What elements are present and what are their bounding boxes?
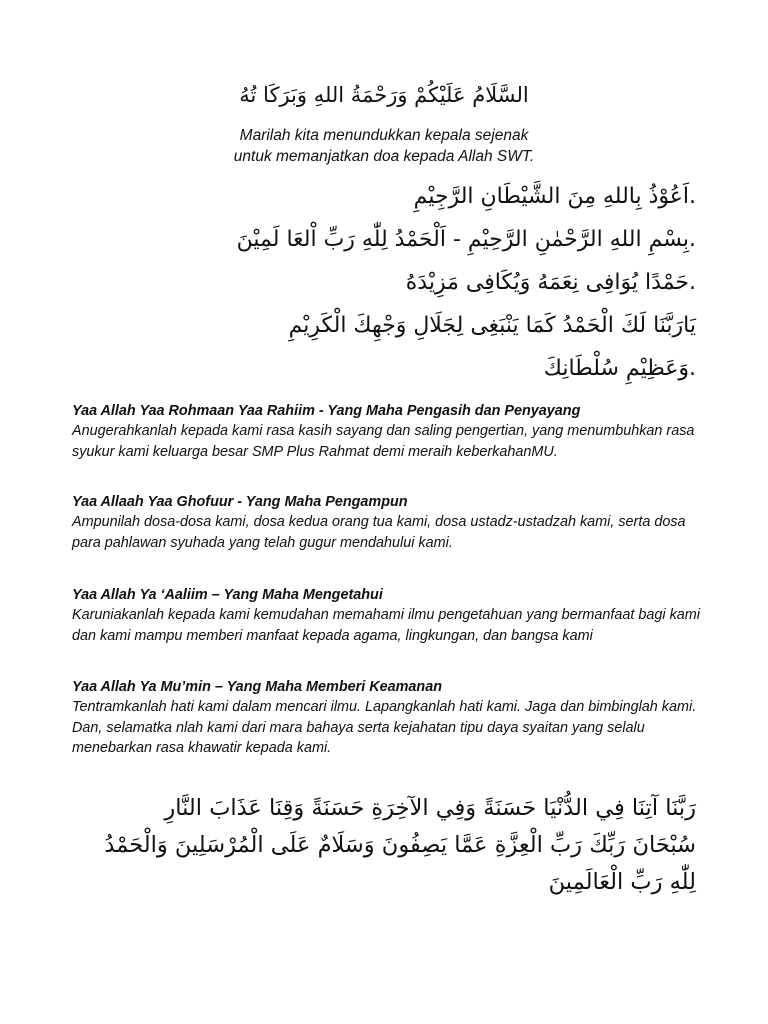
prayer-body: Ampunilah dosa-dosa kami, dosa kedua orang tua kami, dosa ustadz-ustadzah kami, serta dosa para pahlawan syuhada yang telah gugur mendahului kami. [72,514,686,551]
intro-line-2: untuk memanjatkan doa kepada Allah SWT. [233,148,535,165]
prayer-body: Tentramkanlah hati kami dalam mencari ilmu. Lapangkanlah hati kami. Jaga dan bimbinglah kami. Dan, selamatka nlah kami dari mara bahaya serta kejahatan tipu daya syaitan yang selalu menebarkan rasa khawatir kepada kami. [72,699,697,757]
intro-text [150,125,618,167]
prayer-rohmaan [72,401,712,462]
prayer-aaliim [72,585,712,646]
taawudz-line: .اَعُوْذُ بِاللهِ مِنَ الشَّيْطَانِ الرَّجِيْمِ [413,184,696,209]
prayer-mumin [72,677,712,759]
waazhimi-line: .وَعَظِيْمِ سُلْطَانِكَ [543,356,696,381]
prayer-title: Yaa Allah Yaa Rohmaan Yaa Rahiim - Yang Maha Pengasih dan Penyayang [72,403,581,419]
prayer-body: Karuniakanlah kepada kami kemudahan memahami ilmu pengetahuan yang bermanfaat bagi kami dan kami mampu memberi manfaat kepada agama, lingkungan, dan bangsa kami [72,607,700,644]
rabbana-atina-line: رَبَّنَا آتِنَا فِي الدُّنْيَا حَسَنَةً وَفِي الآخِرَةِ حَسَنَةً وَقِنَا عَذَابَ النَّارِ [164,795,696,821]
subhana-rabbika-line: سُبْحَانَ رَبِّكَ رَبِّ الْعِزَّةِ عَمَّا يَصِفُونَ وَسَلَامٌ عَلَى الْمُرْسَلِينَ وَالْحَمْدُ [104,832,696,858]
hamdan-line: .حَمْدًا يُوَافِى نِعَمَهُ وَيُكَافِى مَزِيْدَهُ [405,270,696,295]
prayer-title: Yaa Allah Ya ‘Aaliim – Yang Maha Mengetahui [72,587,383,603]
basmalah-hamdalah-line: .بِسْمِ اللهِ الرَّحْمٰنِ الرَّحِيْمِ - اَلْحَمْدُ لِلّٰهِ رَبِّ اْلعَا لَمِيْنَ [236,227,696,252]
opening-arabic-verses [237,175,696,390]
prayer-title: Yaa Allah Ya Mu’min – Yang Maha Memberi Keamanan [72,679,443,695]
prayer-body: Anugerahkanlah kepada kami rasa kasih sayang dan saling pengertian, yang menumbuhkan rasa syukur kami keluarga besar SMP Plus Rahmat demi meraih keberkahanMU. [72,423,695,460]
intro-line-1: Marilah kita menundukkan kepala sejenak [239,127,529,144]
arabic-greeting: السَّلَامُ عَلَيْكُمْ وَرَحْمَةُ اللهِ وَبَرَكَا تُهُ [239,83,529,107]
yarabbana-line: يَارَبَّنَا لَكَ الْحَمْدُ كَمَا يَنْبَغِى لِجَلَالِ وَجْهِكَ الْكَرِيْمِ [288,313,696,338]
closing-arabic-verses [56,790,696,901]
prayer-title: Yaa Allaah Yaa Ghofuur - Yang Maha Pengampun [72,494,408,510]
lillahi-rabbil-alamin-line: لِلّٰهِ رَبِّ الْعَالَمِينَ [548,869,696,895]
prayer-ghofuur [72,492,712,553]
